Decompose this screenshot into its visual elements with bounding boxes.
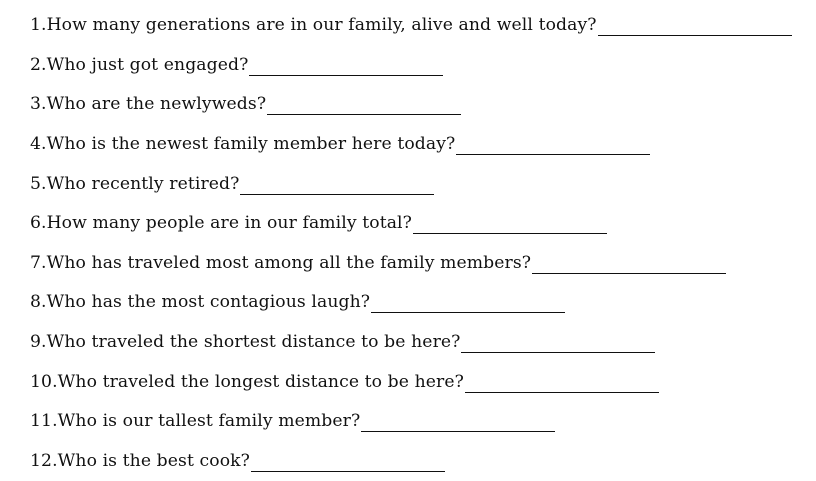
question-item [30,402,810,442]
answer-blank[interactable] [465,378,659,393]
answer-blank[interactable] [251,457,445,472]
question-item [30,6,810,46]
question-item [30,244,810,284]
question-text: 7.Who has traveled most among all the family members? [30,252,532,273]
question-text: 6.How many people are in our family total? [30,213,412,234]
question-item [30,46,810,86]
question-item [30,164,810,204]
question-text: 3.Who are the newlyweds? [30,94,267,115]
question-text: 11.Who is our tallest family member? [30,411,361,432]
question-text: 4.Who is the newest family member here today? [30,133,456,154]
question-item [30,323,810,363]
answer-blank[interactable] [461,338,655,353]
answer-blank[interactable] [413,219,607,234]
question-text: 10.Who traveled the longest distance to be here? [30,371,464,392]
question-item [30,125,810,165]
answer-blank[interactable] [240,180,434,195]
answer-blank[interactable] [456,140,650,155]
answer-blank[interactable] [267,100,461,115]
question-text: 9.Who traveled the shortest distance to be here? [30,331,461,352]
answer-blank[interactable] [532,259,726,274]
question-text: 1.How many generations are in our family, alive and well today? [30,15,597,36]
question-text: 12.Who is the best cook? [30,450,250,471]
answer-blank[interactable] [371,298,565,313]
question-text: 5.Who recently retired? [30,173,240,194]
question-item [30,85,810,125]
answer-blank[interactable] [361,417,555,432]
question-text: 2.Who just got engaged? [30,54,249,75]
question-text: 8.Who has the most contagious laugh? [30,292,371,313]
answer-blank[interactable] [598,21,792,36]
question-item [30,204,810,244]
question-item [30,283,810,323]
question-item [30,442,810,481]
answer-blank[interactable] [249,61,443,76]
question-list [30,6,810,481]
question-item [30,362,810,402]
